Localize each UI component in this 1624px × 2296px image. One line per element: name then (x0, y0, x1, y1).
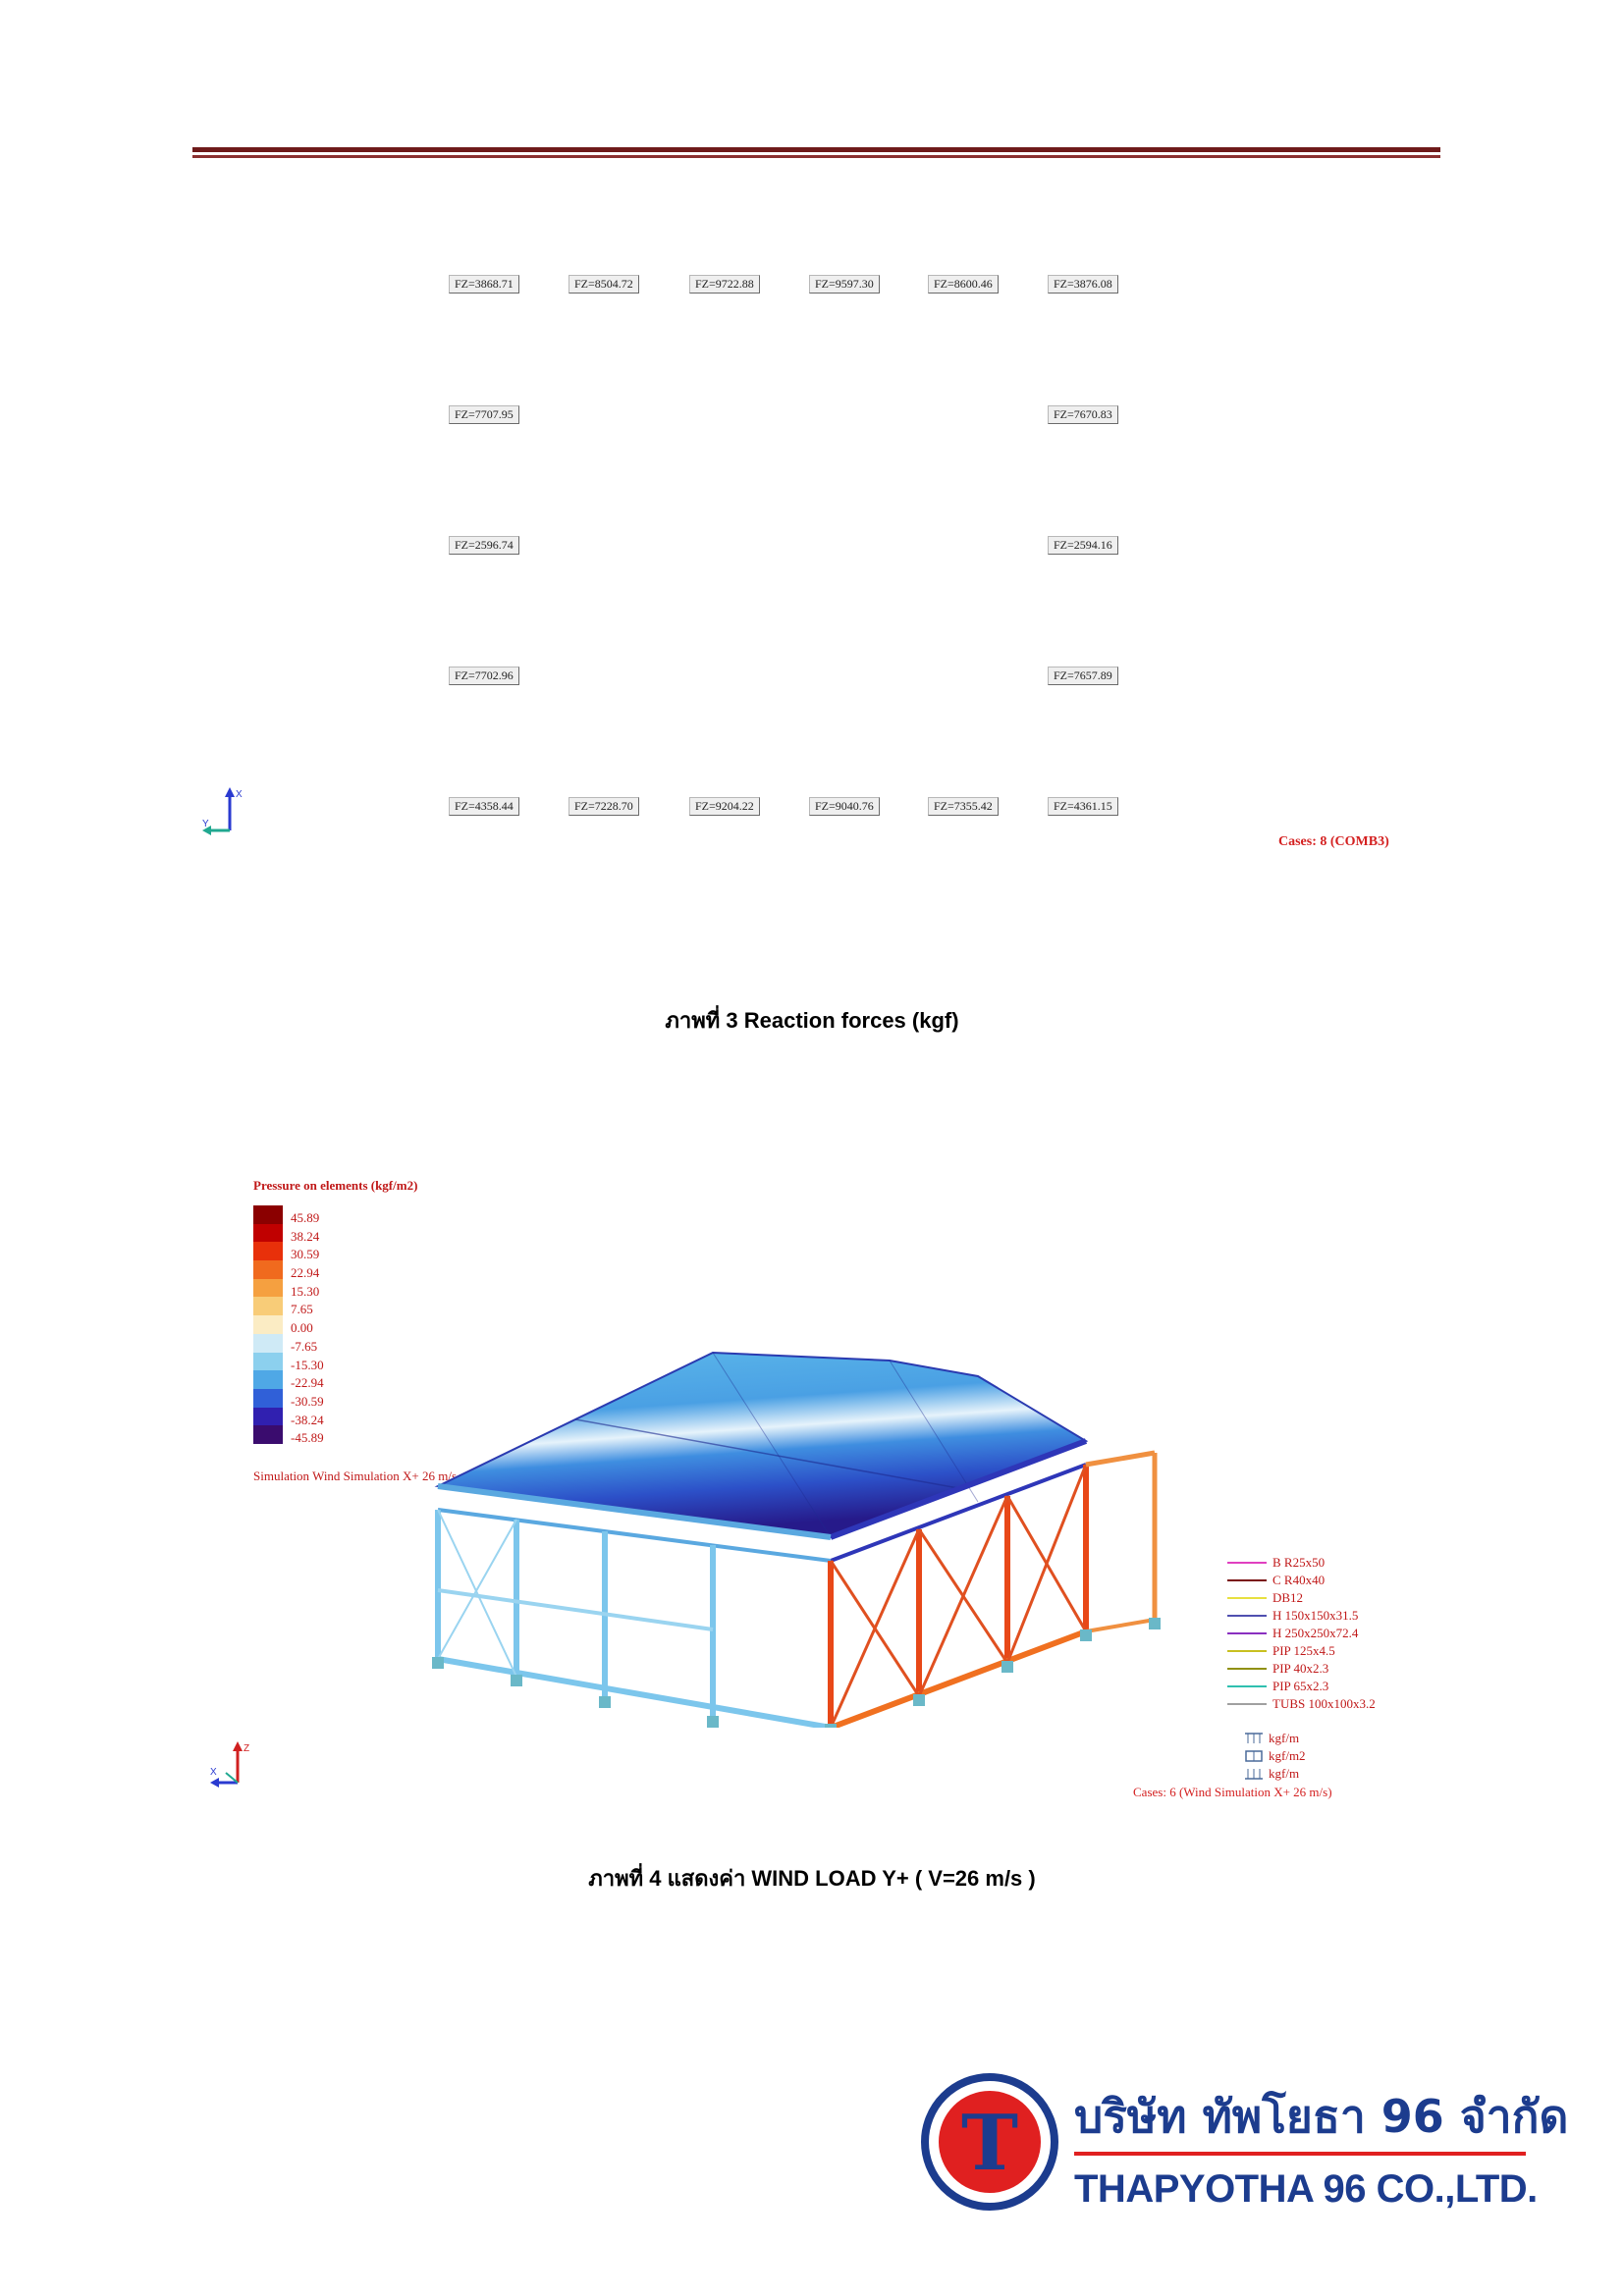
reaction-label: FZ=9597.30 (809, 275, 880, 294)
section-line (1227, 1632, 1267, 1634)
scale-swatch (253, 1370, 283, 1389)
section-line (1227, 1703, 1267, 1705)
reaction-label: FZ=3876.08 (1048, 275, 1118, 294)
axis-up-label: Z (244, 1743, 250, 1754)
reaction-label: FZ=3868.71 (449, 275, 519, 294)
legend-title: Pressure on elements (kgf/m2) (253, 1178, 418, 1193)
section-label: H 150x150x31.5 (1272, 1608, 1359, 1623)
scale-swatch (253, 1279, 283, 1298)
figure-3-caption: ภาพที่ 3 Reaction forces (kgf) (665, 1008, 959, 1033)
member-load-icon (1243, 1767, 1265, 1781)
section-line (1227, 1615, 1267, 1617)
reaction-label: FZ=8600.46 (928, 275, 999, 294)
section-line (1227, 1562, 1267, 1564)
reaction-label: FZ=7670.83 (1048, 405, 1118, 424)
axis-up-label: X (236, 789, 243, 800)
scale-swatch (253, 1425, 283, 1444)
company-name-english: THAPYOTHA 96 CO.,LTD. (1074, 2167, 1538, 2211)
figure-4-caption: ภาพที่ 4 แสดงค่า WIND LOAD Y+ ( V=26 m/s ) (588, 1866, 1036, 1891)
reaction-label: FZ=8504.72 (568, 275, 639, 294)
reaction-label: FZ=7702.96 (449, 667, 519, 685)
unit-label: kgf/m (1269, 1766, 1300, 1781)
section-line (1227, 1668, 1267, 1670)
axis-left-label: X (210, 1767, 217, 1778)
scale-swatch (253, 1315, 283, 1334)
section-label: H 250x250x72.4 (1272, 1626, 1359, 1640)
axis-triad-icon (208, 1737, 257, 1789)
scale-value: -45.89 (291, 1430, 324, 1446)
reaction-label: FZ=7657.89 (1048, 667, 1118, 685)
scale-value: 7.65 (291, 1302, 313, 1317)
unit-label: kgf/m2 (1269, 1748, 1306, 1763)
reaction-label: FZ=7228.70 (568, 797, 639, 816)
scale-swatch (253, 1297, 283, 1315)
axis-triad-icon (200, 785, 249, 836)
surface-load-icon (1243, 1749, 1265, 1763)
company-emblem (921, 2073, 1058, 2211)
header-rule-thin (192, 155, 1440, 158)
header-rule (192, 147, 1440, 152)
reaction-label: FZ=7707.95 (449, 405, 519, 424)
scale-value: 0.00 (291, 1320, 313, 1336)
scale-value: 30.59 (291, 1247, 320, 1262)
scale-swatch (253, 1334, 283, 1353)
reaction-label: FZ=4358.44 (449, 797, 519, 816)
reaction-label: FZ=2596.74 (449, 536, 519, 555)
section-line (1227, 1597, 1267, 1599)
section-label: DB12 (1272, 1590, 1304, 1605)
section-label: C R40x40 (1272, 1573, 1326, 1587)
reaction-label: FZ=9204.22 (689, 797, 760, 816)
unit-label: kgf/m (1269, 1731, 1300, 1745)
load-case-label: Cases: 6 (Wind Simulation X+ 26 m/s) (1133, 1785, 1332, 1799)
scale-swatch (253, 1260, 283, 1279)
section-line (1227, 1579, 1267, 1581)
logo-divider (1074, 2152, 1526, 2156)
scale-value: 22.94 (291, 1265, 320, 1281)
axis-left-label: Y (202, 819, 209, 829)
company-name-thai: บริษัท ทัพโยธา 96 จำกัด (1074, 2090, 1569, 2143)
scale-value: 45.89 (291, 1210, 320, 1225)
reaction-label: FZ=9040.76 (809, 797, 880, 816)
emblem-letter: T (960, 2099, 1019, 2188)
scale-swatch (253, 1353, 283, 1371)
reaction-forces-figure (192, 255, 1430, 864)
reaction-label: FZ=4361.15 (1048, 797, 1118, 816)
scale-swatch (253, 1224, 283, 1243)
scale-swatch (253, 1242, 283, 1260)
scale-value: -22.94 (291, 1375, 324, 1391)
scale-value: -7.65 (291, 1338, 318, 1354)
section-line (1227, 1685, 1267, 1687)
scale-value: -38.24 (291, 1412, 324, 1427)
reaction-label: FZ=7355.42 (928, 797, 999, 816)
scale-swatch (253, 1408, 283, 1426)
reaction-label: FZ=9722.88 (689, 275, 760, 294)
section-label: PIP 40x2.3 (1272, 1661, 1329, 1676)
section-label: B R25x50 (1272, 1555, 1326, 1570)
section-label: PIP 65x2.3 (1272, 1679, 1329, 1693)
reaction-label: FZ=2594.16 (1048, 536, 1118, 555)
scale-value: 38.24 (291, 1228, 320, 1244)
wind-pressure-figure (192, 1168, 1430, 1816)
structure-model-image (340, 1266, 1223, 1728)
scale-value: 15.30 (291, 1283, 320, 1299)
scale-value: -15.30 (291, 1357, 324, 1372)
scale-swatch (253, 1389, 283, 1408)
section-label: PIP 125x4.5 (1272, 1643, 1335, 1658)
section-line (1227, 1650, 1267, 1652)
scale-value: -30.59 (291, 1393, 324, 1409)
distributed-load-icon (1243, 1732, 1265, 1745)
section-label: TUBS 100x100x3.2 (1272, 1696, 1376, 1711)
load-case-label: Cases: 8 (COMB3) (1278, 834, 1389, 849)
scale-swatch (253, 1205, 283, 1224)
company-logo (911, 2059, 1569, 2246)
simulation-label: Simulation Wind Simulation X+ 26 m/s (253, 1468, 457, 1483)
